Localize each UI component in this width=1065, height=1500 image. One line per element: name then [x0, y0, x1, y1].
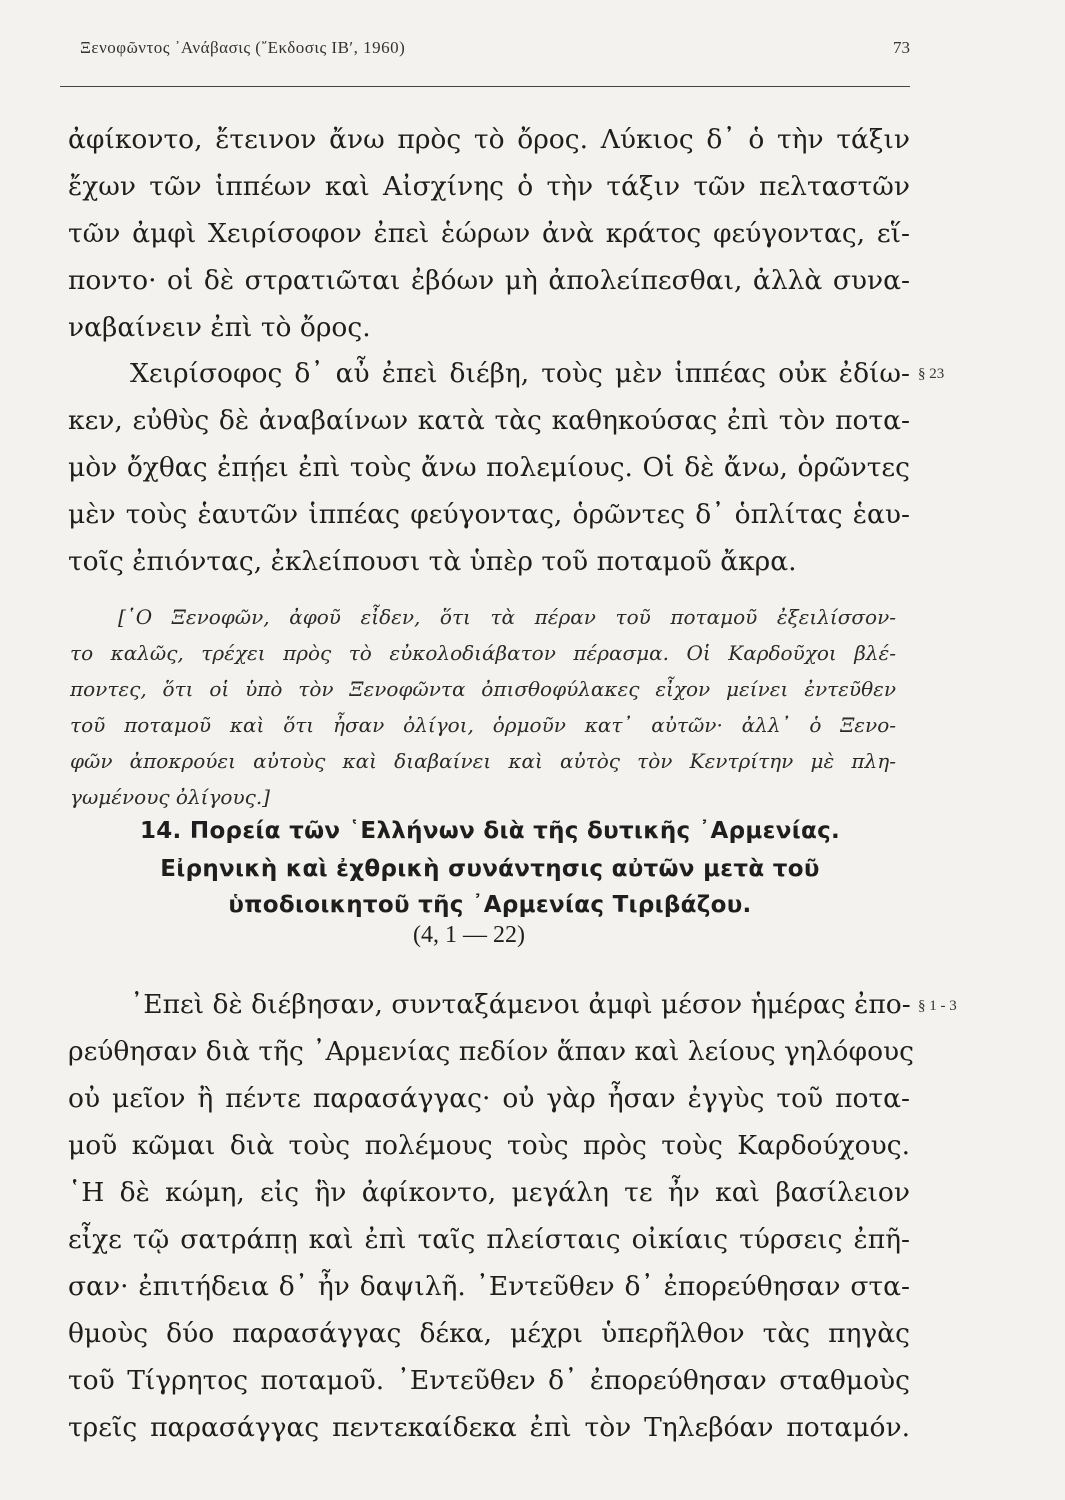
note-line: γωμένους ὀλίγους.]	[70, 785, 270, 809]
running-title: Ξενοφῶντος ᾿Ανάβασις (῎Εκδοσις ΙΒ′, 1960)	[80, 38, 406, 57]
text-line: θμοὺς δύο παρασάγγας δέκα, μέχρι ὑπερῆλθον τὰς πηγὰς	[68, 1318, 910, 1349]
text-line: οὐ μεῖον ἢ πέντε παρασάγγας· οὐ γὰρ ἦσαν ἐγγὺς τοῦ ποτα-	[68, 1083, 910, 1114]
text-line: τῶν ἀμφὶ Χειρίσοφον ἐπεὶ ἑώρων ἀνὰ κράτος φεύγοντας, εἵ-	[68, 218, 910, 249]
text-line: τοῖς ἐπιόντας, ἐκλείπουσι τὰ ὑπὲρ τοῦ ποταμοῦ ἄκρα.	[68, 546, 797, 577]
text-line: μὸν ὄχθας ἐπῄει ἐπὶ τοὺς ἄνω πολεμίους. Οἱ δὲ ἄνω, ὁρῶντες	[68, 452, 910, 483]
text-line: ἀφίκοντο, ἔτεινον ἄνω πρὸς τὸ ὄρος. Λύκιος δ᾿ ὁ τὴν τάξιν	[68, 124, 910, 155]
text-line: ρεύθησαν διὰ τῆς ᾿Αρμενίας πεδίον ἅπαν καὶ λείους γηλόφους	[68, 1036, 914, 1067]
text-line: εἶχε τῷ σατράπῃ καὶ ἐπὶ ταῖς πλείσταις οἰκίαις τύρσεις ἐπῆ-	[68, 1224, 910, 1255]
section-title-line: Εἰρηνικὴ καὶ ἐχθρικὴ συνάντησις αὐτῶν μετὰ τοῦ	[160, 856, 820, 882]
margin-section-ref: § 1 - 3	[918, 998, 957, 1014]
note-line: τοῦ ποταμοῦ καὶ ὅτι ἦσαν ὀλίγοι, ὁρμοῦν κατ᾿ αὐτῶν· ἀλλ᾿ ὁ Ξενο-	[70, 713, 896, 737]
note-line: φῶν ἀποκρούει αὐτοὺς καὶ διαβαίνει καὶ αὐτὸς τὸν Κεντρίτην μὲ πλη-	[70, 749, 896, 773]
header-rule	[60, 86, 910, 87]
text-line: ᾿Επεὶ δὲ διέβησαν, συνταξάμενοι ἀμφὶ μέσον ἡμέρας ἐπο-	[130, 989, 911, 1020]
text-line: Χειρίσοφος δ᾿ αὖ ἐπεὶ διέβη, τοὺς μὲν ἱππέας οὐκ ἐδίω-	[130, 358, 910, 389]
note-line: το καλῶς, τρέχει πρὸς τὸ εὐκολοδιάβατον πέρασμα. Οἱ Καρδοῦχοι βλέ-	[70, 641, 896, 665]
section-reference: (4, 1 — 22)	[413, 922, 525, 948]
text-line: τρεῖς παρασάγγας πεντεκαίδεκα ἐπὶ τὸν Τηλεβόαν ποταμόν.	[68, 1412, 910, 1443]
text-line: μοῦ κῶμαι διὰ τοὺς πολέμους τοὺς πρὸς τοὺς Καρδούχους.	[68, 1130, 910, 1161]
text-line: ῾Η δὲ κώμη, εἰς ἣν ἀφίκοντο, μεγάλη τε ἦν καὶ βασίλειον	[68, 1177, 910, 1208]
page-number: 73	[893, 38, 910, 57]
section-title-line: 14. Πορεία τῶν ῾Ελλήνων διὰ τῆς δυτικῆς ᾿Αρμενίας.	[139, 818, 841, 844]
note-line: [῾Ο Ξενοφῶν, ἀφοῦ εἶδεν, ὅτι τὰ πέραν τοῦ ποταμοῦ ἐξειλίσσον-	[118, 605, 896, 629]
text-line: σαν· ἐπιτήδεια δ᾿ ἦν δαψιλῆ. ᾿Εντεῦθεν δ᾿ ἐπορεύθησαν στα-	[68, 1271, 910, 1302]
section-title-line: ὑποδιοικητοῦ τῆς ᾿Αρμενίας Τιριβάζου.	[228, 892, 752, 918]
text-line: ἔχων τῶν ἱππέων καὶ Αἰσχίνης ὁ τὴν τάξιν τῶν πελταστῶν	[68, 171, 910, 202]
note-line: ποντες, ὅτι οἱ ὑπὸ τὸν Ξενοφῶντα ὀπισθοφύλακες εἶχον μείνει ἐντεῦθεν	[70, 677, 896, 701]
text-line: κεν, εὐθὺς δὲ ἀναβαίνων κατὰ τὰς καθηκούσας ἐπὶ τὸν ποτα-	[68, 405, 910, 436]
running-header	[70, 38, 910, 70]
text-line: ποντο· οἱ δὲ στρατιῶται ἐβόων μὴ ἀπολείπεσθαι, ἀλλὰ συνα-	[68, 265, 910, 296]
margin-section-ref: § 23	[918, 366, 945, 382]
text-line: μὲν τοὺς ἑαυτῶν ἱππέας φεύγοντας, ὁρῶντες δ᾿ ὁπλίτας ἑαυ-	[68, 499, 910, 530]
text-line: ναβαίνειν ἐπὶ τὸ ὄρος.	[68, 312, 371, 343]
text-line: τοῦ Τίγρητος ποταμοῦ. ᾿Εντεῦθεν δ᾿ ἐπορεύθησαν σταθμοὺς	[68, 1365, 910, 1396]
